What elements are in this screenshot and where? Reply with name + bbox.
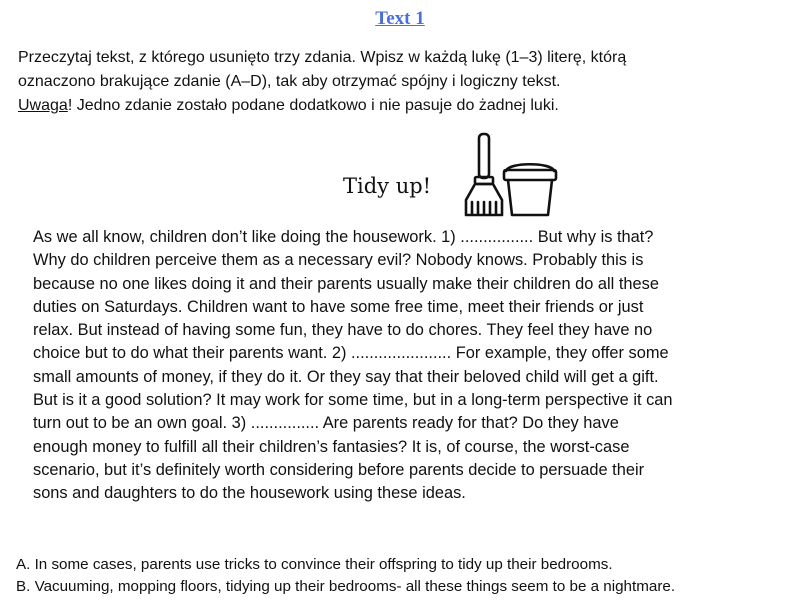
story-line: Why do children perceive them as a necessary evil? Nobody knows. Probably this is [33, 251, 644, 270]
story-line: turn out to be an own goal. 3) ............... Are parents ready for that? Do they have [33, 414, 619, 433]
note-text: ! Jedno zdanie zostało podane dodatkowo i nie pasuje do żadnej luki. [67, 97, 559, 114]
story-line: choice but to do what their parents want. 2) ...................... For example, they offer some [33, 344, 669, 363]
instructions-line-2: oznaczono brakujące zdanie (A–D), tak aby otrzymać spójny i logiczny tekst. [18, 73, 561, 90]
story-line: relax. But instead of having some fun, they have to do chores. They feel they have no [33, 321, 653, 340]
option-b: B. Vacuuming, mopping floors, tidying up their bedrooms- all these things seem to be a nightmare. [16, 578, 676, 595]
story-line: small amounts of money, if they do it. Or they say that their beloved child will get a gift. [33, 367, 659, 386]
instructions-note [18, 94, 788, 118]
note-label: Uwaga [18, 97, 68, 114]
option-a: A. In some cases, parents use tricks to convince their offspring to tidy up their bedrooms. [16, 556, 613, 573]
story-line: But is it a good solution? It may work for some time, but in a long-term perspective it can [33, 391, 673, 410]
story-line: duties on Saturdays. Children want to have some free time, meet their friends or just [33, 297, 644, 316]
story-line: enough money to fulfill all their children’s fantasies? It is, of course, the worst-case [33, 437, 630, 456]
answer-options [16, 554, 796, 598]
story-line: sons and daughters to do the housework using these ideas. [33, 484, 466, 503]
story-line: because no one likes doing it and their parents usually make their children do all these [33, 274, 659, 293]
story-line: scenario, but it’s definitely worth considering before parents decide to persuade their [33, 460, 645, 479]
story-text [33, 226, 778, 506]
page-title: Text 1 [375, 8, 425, 29]
story-header [0, 130, 800, 220]
instructions [18, 46, 788, 118]
story-line: As we all know, children don’t like doing the housework. 1) ................ But why is that? [33, 228, 654, 246]
broom-and-bucket-icon [460, 130, 560, 223]
story-title: Tidy up! [343, 174, 432, 198]
instructions-line-1: Przeczytaj tekst, z którego usunięto trzy zdania. Wpisz w każdą lukę (1–3) literę, którą [18, 49, 627, 66]
